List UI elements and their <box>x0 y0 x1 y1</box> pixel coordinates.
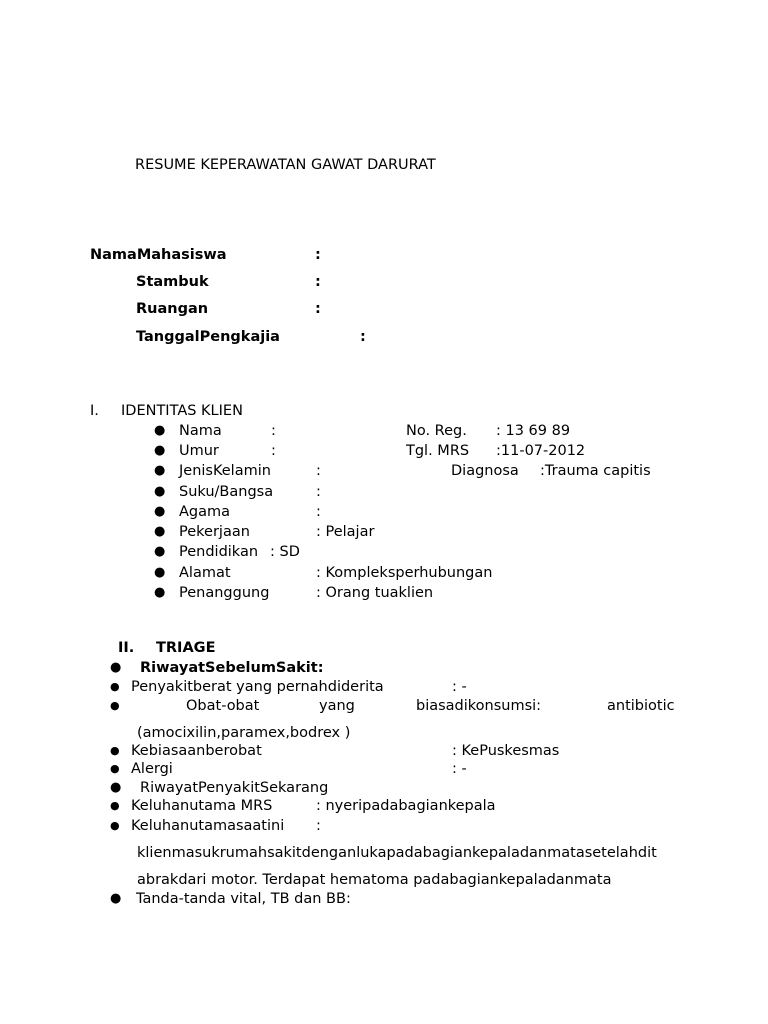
bullet-icon: ● <box>154 423 166 438</box>
identity-label: Penanggung <box>179 585 270 601</box>
obat-word: antibiotic <box>607 698 675 714</box>
identity-label: Pendidikan <box>179 544 259 560</box>
triage-label: Alergi <box>131 761 173 777</box>
field-colon: : <box>360 329 366 345</box>
section-number: I. <box>90 403 99 419</box>
field-colon: : <box>315 247 321 263</box>
identity-label: JenisKelamin <box>179 463 271 479</box>
section-heading-triage: TRIAGE <box>156 640 216 656</box>
riwayat-penyakit-sekarang-heading: RiwayatPenyakitSekarang <box>140 780 329 796</box>
paragraph-line: abrakdari motor. Terdapat hematoma padabagiankepaladanmata <box>137 872 612 888</box>
field-colon: : <box>315 301 321 317</box>
identity-label: Pekerjaan <box>179 524 250 540</box>
paragraph-line: klienmasukrumahsakitdenganlukapadabagiankepaladanmatasetelahdit <box>137 845 657 861</box>
identity-value: : Pelajar <box>316 524 375 540</box>
field-label-stambuk: Stambuk <box>136 274 209 290</box>
triage-label: Kebiasaanberobat <box>131 743 262 759</box>
triage-label: Keluhanutama MRS <box>131 798 273 814</box>
identity-label: Umur <box>179 443 219 459</box>
small-bullet-icon: ● <box>110 762 120 775</box>
triage-value: : nyeripadabagiankepala <box>316 798 496 814</box>
identity-label: Nama <box>179 423 222 439</box>
bullet-icon: ● <box>154 585 166 600</box>
triage-value: : - <box>452 679 467 695</box>
bullet-icon: ● <box>154 443 166 458</box>
document-title: RESUME KEPERAWATAN GAWAT DARURAT <box>135 157 436 173</box>
field-label-ruangan: Ruangan <box>136 301 209 317</box>
vitals-heading: Tanda-tanda vital, TB dan BB: <box>136 891 351 907</box>
identity-value: : <box>271 443 276 459</box>
identity-right-value: :11-07-2012 <box>496 443 586 459</box>
field-colon: : <box>315 274 321 290</box>
triage-label: Penyakitberat yang pernahdiderita <box>131 679 384 695</box>
obat-word: Obat-obat <box>186 698 260 714</box>
identity-value: : Orang tuaklien <box>316 585 434 601</box>
bullet-icon: ● <box>154 484 166 499</box>
riwayat-sebelum-sakit-heading: RiwayatSebelumSakit: <box>140 660 324 676</box>
section-heading-identitas: IDENTITAS KLIEN <box>121 403 243 419</box>
identity-value: : <box>271 423 276 439</box>
small-bullet-icon: ● <box>110 819 120 832</box>
identity-label: Alamat <box>179 565 231 581</box>
bullet-icon: ● <box>154 565 166 580</box>
identity-value: : <box>316 484 321 500</box>
identity-right-label: Tgl. MRS <box>406 443 470 459</box>
identity-value: : <box>316 463 321 479</box>
identity-label: Suku/Bangsa <box>179 484 274 500</box>
bullet-icon: ● <box>154 524 166 539</box>
identity-right-value: :Trauma capitis <box>540 463 651 479</box>
triage-value: : KePuskesmas <box>452 743 560 759</box>
identity-value: : <box>316 504 321 520</box>
bullet-icon: ● <box>110 660 122 675</box>
identity-label: Agama <box>179 504 231 520</box>
field-label-tanggal-pengkajian: TanggalPengkajia <box>136 329 280 345</box>
identity-right-label: Diagnosa <box>451 463 519 479</box>
small-bullet-icon: ● <box>110 799 120 812</box>
small-bullet-icon: ● <box>110 680 120 693</box>
identity-value: : SD <box>270 544 300 560</box>
obat-word: biasadikonsumsi: <box>416 698 542 714</box>
bullet-icon: ● <box>110 780 122 795</box>
bullet-icon: ● <box>110 891 122 906</box>
obat-continuation: (amocixilin,paramex,bodrex ) <box>137 725 351 741</box>
triage-label: Keluhanutamasaatini <box>131 818 285 834</box>
identity-value: : Kompleksperhubungan <box>316 565 493 581</box>
bullet-icon: ● <box>154 544 166 559</box>
triage-value: : <box>316 818 321 834</box>
small-bullet-icon: ● <box>110 699 120 712</box>
small-bullet-icon: ● <box>110 744 120 757</box>
triage-value: : - <box>452 761 467 777</box>
section-number: II. <box>118 640 135 656</box>
field-label-nama-mahasiswa: NamaMahasiswa <box>90 247 227 263</box>
bullet-icon: ● <box>154 463 166 478</box>
identity-right-label: No. Reg. <box>406 423 467 439</box>
bullet-icon: ● <box>154 504 166 519</box>
obat-word: yang <box>319 698 355 714</box>
identity-right-value: : 13 69 89 <box>496 423 571 439</box>
